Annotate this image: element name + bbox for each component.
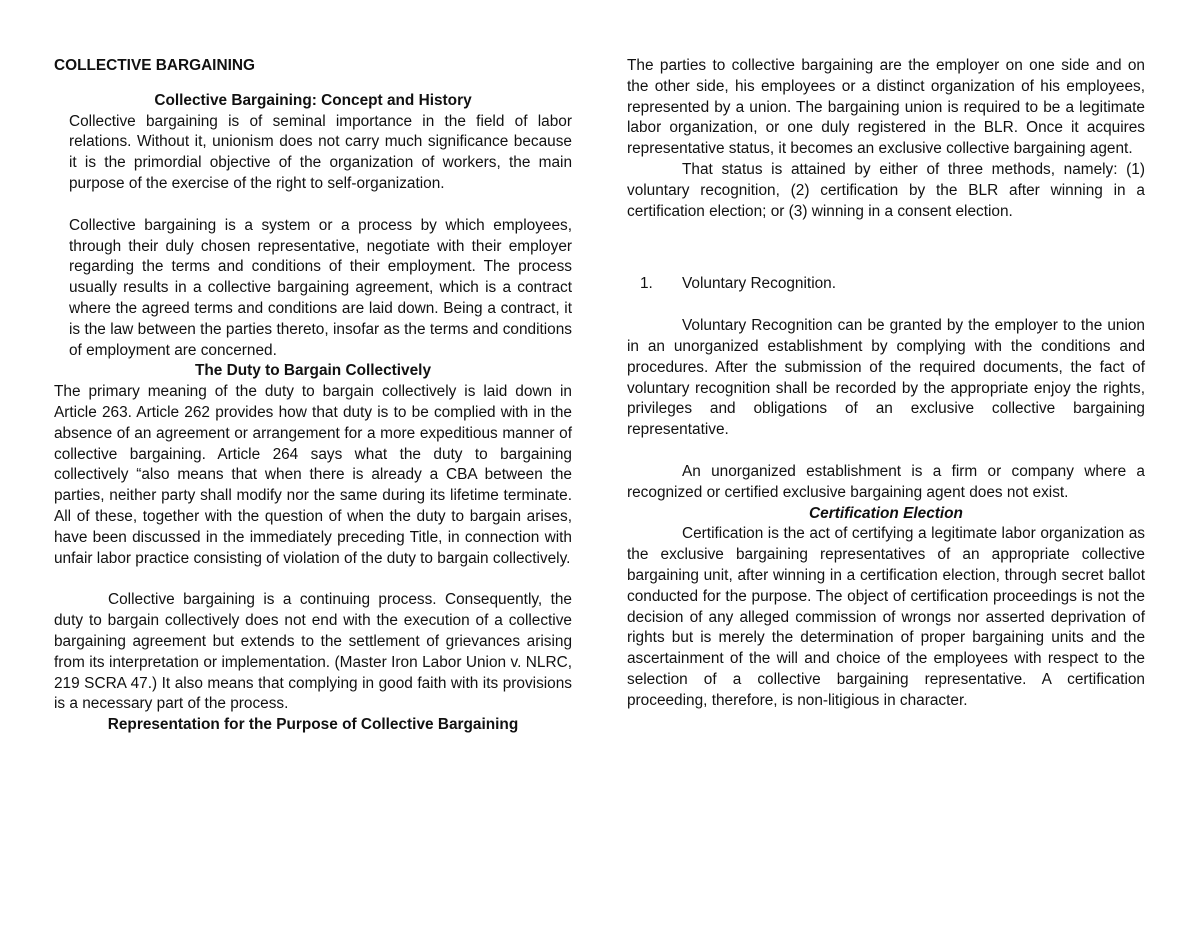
paragraph-status-methods: That status is attained by either of three methods, namely: (1) voluntary recognition, (2) certification by the BLR after winning in a certification election; or (3) winning in a consent election. [627,160,1145,220]
section-heading-representation: Representation for the Purpose of Collective Bargaining [107,716,519,734]
document-title: COLLECTIVE BARGAINING [54,57,255,74]
section-heading-certification-election: Certification Election [809,504,963,522]
paragraph-voluntary-recognition: Voluntary Recognition can be granted by the employer to the union in an unorganized establishment by complying with the conditions and procedures. After the submission of the required documents, the fact of voluntary recognition shall be recorded by the appropriate enjoy the rights, privileges and obligations of an exclusive collective bargaining representative. [627,317,1145,439]
left-column [54,56,572,736]
paragraph-seminal-importance: Collective bargaining is of seminal importance in the field of labor relations. Without it, unionism does not carry much significance because it is the primordial objective of the organization of workers, the main purpose of the exercise of the right to self-organization. [69,112,572,192]
paragraph-parties: The parties to collective bargaining are the employer on one side and on the other side, his employees or a distinct organization of his employees, represented by a union. The bargaining union is required to be a legitimate labor organization, or one duly registered in the BLR. Once it acquires representative status, it becomes an exclusive collective bargaining agent. [627,57,1145,158]
concept-block [54,112,572,362]
paragraph-system-process: Collective bargaining is a system or a process by which employees, through their duly chosen representative, negotiate with their employer regarding the terms and conditions of their employment. The process usually results in a collective bargaining agreement, which is a contract where the agreed terms and conditions are laid down. Being a contract, it is the law between the parties thereto, insofar as the terms and conditions of employment are concerned. [69,216,572,359]
section-heading-duty-to-bargain: The Duty to Bargain Collectively [194,362,432,380]
list-number: 1. [640,275,653,293]
paragraph-unorganized-establishment: An unorganized establishment is a firm or company where a recognized or certified exclusive bargaining agent does not exist. [627,462,1145,501]
paragraph-continuing-process: Collective bargaining is a continuing process. Consequently, the duty to bargain collectively does not end with the execution of a collective bargaining agreement but extends to the settlement of grievances arising from its interpretation or implementation. (Master Iron Labor Union v. NLRC, 219 SCRA 47.) It also means that complying in good faith with its provisions is a necessary part of the process. [54,591,572,713]
right-column [627,56,1145,712]
list-label: Voluntary Recognition. [682,275,837,293]
list-item-voluntary-recognition [640,274,1145,295]
paragraph-certification: Certification is the act of certifying a legitimate labor organization as the exclusive bargaining representatives of an appropriate collective bargaining unit, after winning in a certification election, through secret ballot conducted for the purpose. The object of certification proceedings is not the decision of any alleged commission of wrongs nor asserted deprivation of rights but is merely the determination of proper bargaining units and the ascertainment of the will and choice of the employees with respect to the selection of a collective bargaining representative. A certification proceeding, therefore, is non-litigious in character. [627,525,1145,709]
paragraph-primary-meaning: The primary meaning of the duty to bargain collectively is laid down in Article 263. Article 262 provides how that duty is to be complied with in the absence of an agreement or arrangement for a more expeditious manner of collective bargaining. Article 264 says what the duty to bargaining collectively “also means that when there is already a CBA between the parties, neither party shall modify nor the same during its lifetime terminate. All of these, together with the question of when the duty to bargain arises, have been discussed in the immediately preceding Title, in connection with unfair labor practice consisting of violation of the duty to bargain collectively. [54,383,572,567]
section-heading-concept-history: Collective Bargaining: Concept and History [154,91,472,109]
